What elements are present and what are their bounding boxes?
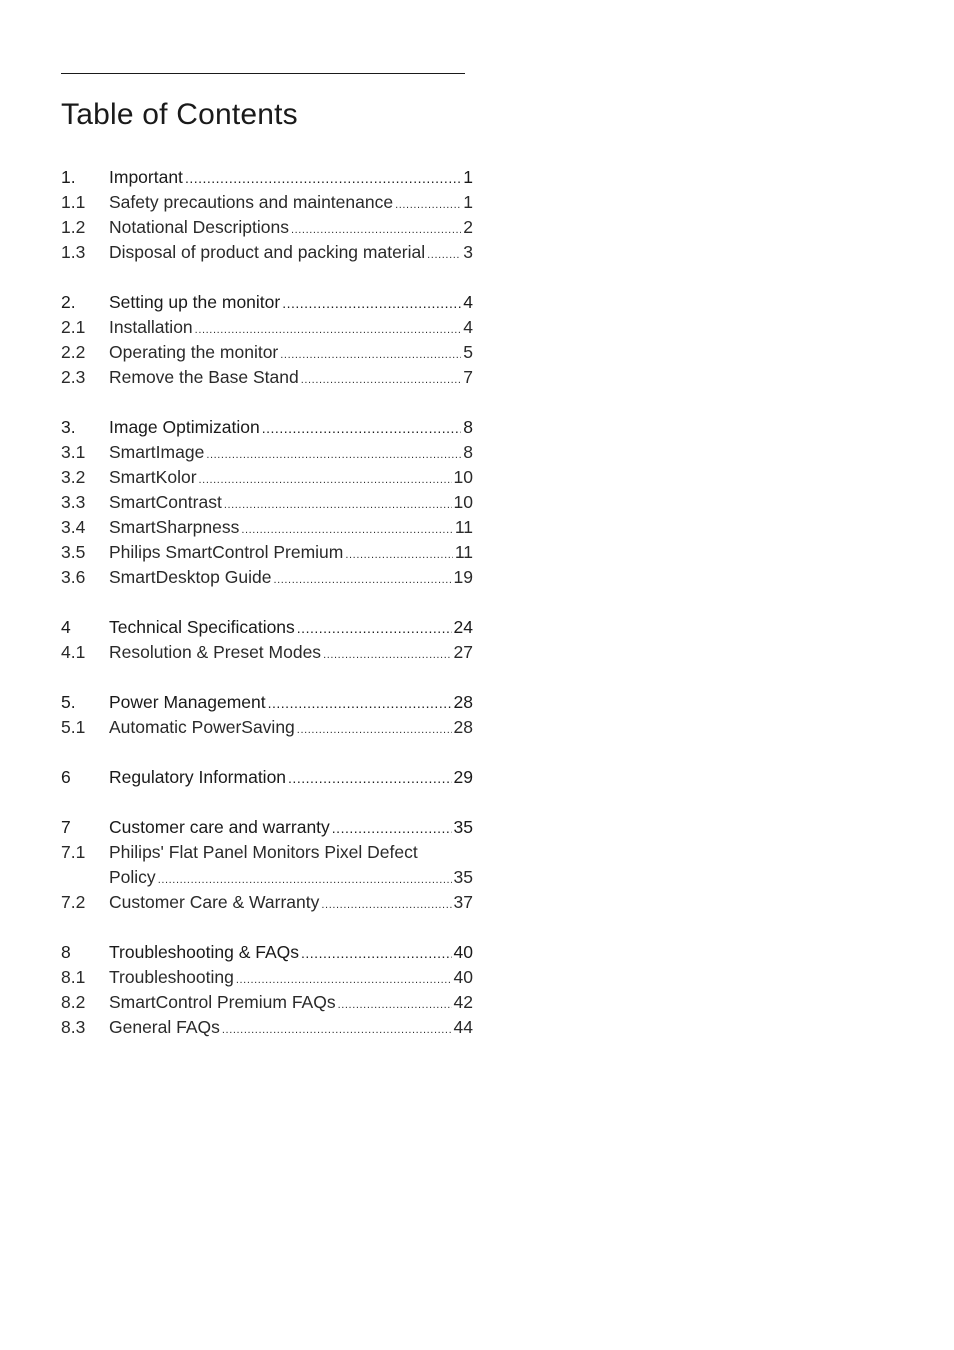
entry-page-number: 28 [453,717,473,737]
dot-leader [297,616,452,641]
entry-title: Setting up the monitor [109,292,281,312]
entry-number: 7.2 [61,892,86,912]
entry-page-number: 10 [453,492,473,512]
entry-title: Philips' Flat Panel Monitors Pixel Defect [109,842,418,862]
toc-heading-entry[interactable] [61,940,473,965]
entry-page-number: 11 [454,542,473,562]
toc-section [61,415,473,590]
entry-title: Troubleshooting & FAQs [109,942,300,962]
toc-section [61,690,473,740]
entry-number: 3.2 [61,467,86,487]
entry-number: 8.1 [61,967,86,987]
dot-leader [332,816,452,841]
entry-number: 3.6 [61,567,86,587]
entry-number: 2.3 [61,367,86,387]
entry-title-continued: Policy [109,867,156,887]
entry-number: 4.1 [61,642,86,662]
entry-title: Image Optimization [109,417,260,437]
dot-leader [321,893,451,918]
entry-page-number: 42 [453,992,473,1012]
entry-page-number: 3 [463,242,473,262]
dot-leader [282,291,461,316]
dot-leader [280,343,461,368]
toc-subentry[interactable] [61,365,473,390]
entry-page-number: 35 [453,867,473,887]
dot-leader [301,941,452,966]
toc-subentry[interactable] [61,465,473,490]
entry-title: SmartControl Premium FAQs [109,992,336,1012]
dot-leader [262,416,462,441]
dot-leader [338,993,452,1018]
entry-number: 2.2 [61,342,86,362]
page-title: Table of Contents [61,98,298,131]
dot-leader [301,368,462,393]
entry-page-number: 2 [463,217,473,237]
toc-subentry[interactable] [61,990,473,1015]
entry-number: 5.1 [61,717,86,737]
toc-section [61,615,473,665]
entry-number: 3. [61,417,76,437]
entry-title: Notational Descriptions [109,217,289,237]
toc-section [61,165,473,265]
entry-page-number: 19 [453,567,473,587]
dot-leader [222,1018,452,1043]
dot-leader [288,766,451,791]
toc-subentry[interactable] [61,715,473,740]
dot-leader [323,643,451,668]
top-rule [61,73,465,74]
entry-title: Remove the Base Stand [109,367,299,387]
toc-heading-entry[interactable] [61,415,473,440]
toc-heading-entry[interactable] [61,290,473,315]
entry-page-number: 10 [453,467,473,487]
entry-number: 7.1 [61,842,86,862]
entry-page-number: 4 [463,317,473,337]
entry-title: SmartKolor [109,467,197,487]
toc-heading-entry[interactable] [61,690,473,715]
entry-page-number: 4 [463,292,473,312]
toc-subentry[interactable] [61,565,473,590]
toc-subentry[interactable] [61,440,473,465]
entry-title: Safety precautions and maintenance [109,192,394,212]
subentry-line [61,865,473,890]
toc-subentry[interactable] [61,340,473,365]
table-of-contents [61,165,473,1065]
entry-title: Installation [109,317,193,337]
entry-page-number: 40 [453,967,473,987]
entry-number: 7 [61,817,71,837]
toc-subentry[interactable] [61,490,473,515]
entry-title: Operating the monitor [109,342,279,362]
entry-title: SmartContrast [109,492,222,512]
entry-title: Power Management [109,692,266,712]
toc-subentry[interactable] [61,215,473,240]
toc-heading-entry[interactable] [61,765,473,790]
entry-number: 1.1 [61,192,86,212]
entry-title: Technical Specifications [109,617,295,637]
toc-subentry[interactable] [61,965,473,990]
entry-title: Regulatory Information [109,767,287,787]
dot-leader [427,243,461,268]
subentry-line [61,840,473,865]
toc-subentry[interactable] [61,540,473,565]
dot-leader [199,468,452,493]
toc-subentry[interactable] [61,840,473,890]
dot-leader [297,718,452,743]
entry-number: 2.1 [61,317,86,337]
entry-page-number: 27 [453,642,473,662]
entry-page-number: 5 [463,342,473,362]
dot-leader [273,568,451,593]
entry-title: Customer Care & Warranty [109,892,320,912]
entry-title: General FAQs [109,1017,220,1037]
entry-page-number: 28 [453,692,473,712]
entry-title: Automatic PowerSaving [109,717,295,737]
entry-number: 1.3 [61,242,86,262]
entry-page-number: 7 [463,367,473,387]
entry-page-number: 11 [454,517,473,537]
toc-subentry[interactable] [61,1015,473,1040]
entry-page-number: 44 [453,1017,473,1037]
entry-title: SmartSharpness [109,517,240,537]
entry-number: 3.5 [61,542,86,562]
entry-page-number: 40 [453,942,473,962]
entry-page-number: 35 [453,817,473,837]
entry-page-number: 37 [453,892,473,912]
entry-page-number: 29 [453,767,473,787]
toc-heading-entry[interactable] [61,615,473,640]
entry-title: SmartDesktop Guide [109,567,272,587]
entry-title: Resolution & Preset Modes [109,642,322,662]
toc-section [61,290,473,390]
entry-title: Customer care and warranty [109,817,330,837]
entry-number: 1.2 [61,217,86,237]
toc-subentry[interactable] [61,515,473,540]
toc-section [61,815,473,915]
toc-heading-entry[interactable] [61,815,473,840]
toc-section [61,940,473,1040]
entry-page-number: 8 [463,417,473,437]
dot-leader [224,493,452,518]
dot-leader [395,193,461,218]
entry-title: Disposal of product and packing material [109,242,426,262]
entry-number: 8 [61,942,71,962]
entry-title: Troubleshooting [109,967,234,987]
entry-page-number: 1 [463,192,473,212]
entry-number: 5. [61,692,76,712]
entry-number: 3.3 [61,492,86,512]
entry-number: 1. [61,167,76,187]
toc-section [61,765,473,790]
entry-title: Philips SmartControl Premium [109,542,344,562]
entry-number: 6 [61,767,71,787]
dot-leader [268,691,452,716]
dot-leader [185,166,461,191]
toc-subentry[interactable] [61,240,473,265]
dot-leader [206,443,461,468]
entry-number: 2. [61,292,76,312]
entry-number: 3.1 [61,442,86,462]
entry-title: Important [109,167,183,187]
entry-number: 3.4 [61,517,86,537]
entry-page-number: 8 [463,442,473,462]
toc-subentry[interactable] [61,315,473,340]
toc-subentry[interactable] [61,640,473,665]
entry-number: 4 [61,617,71,637]
dot-leader [345,543,452,568]
entry-page-number: 1 [463,167,473,187]
toc-subentry[interactable] [61,890,473,915]
entry-number: 8.2 [61,992,86,1012]
toc-heading-entry[interactable] [61,165,473,190]
entry-number: 8.3 [61,1017,86,1037]
toc-subentry[interactable] [61,190,473,215]
entry-page-number: 24 [453,617,473,637]
entry-title: SmartImage [109,442,205,462]
